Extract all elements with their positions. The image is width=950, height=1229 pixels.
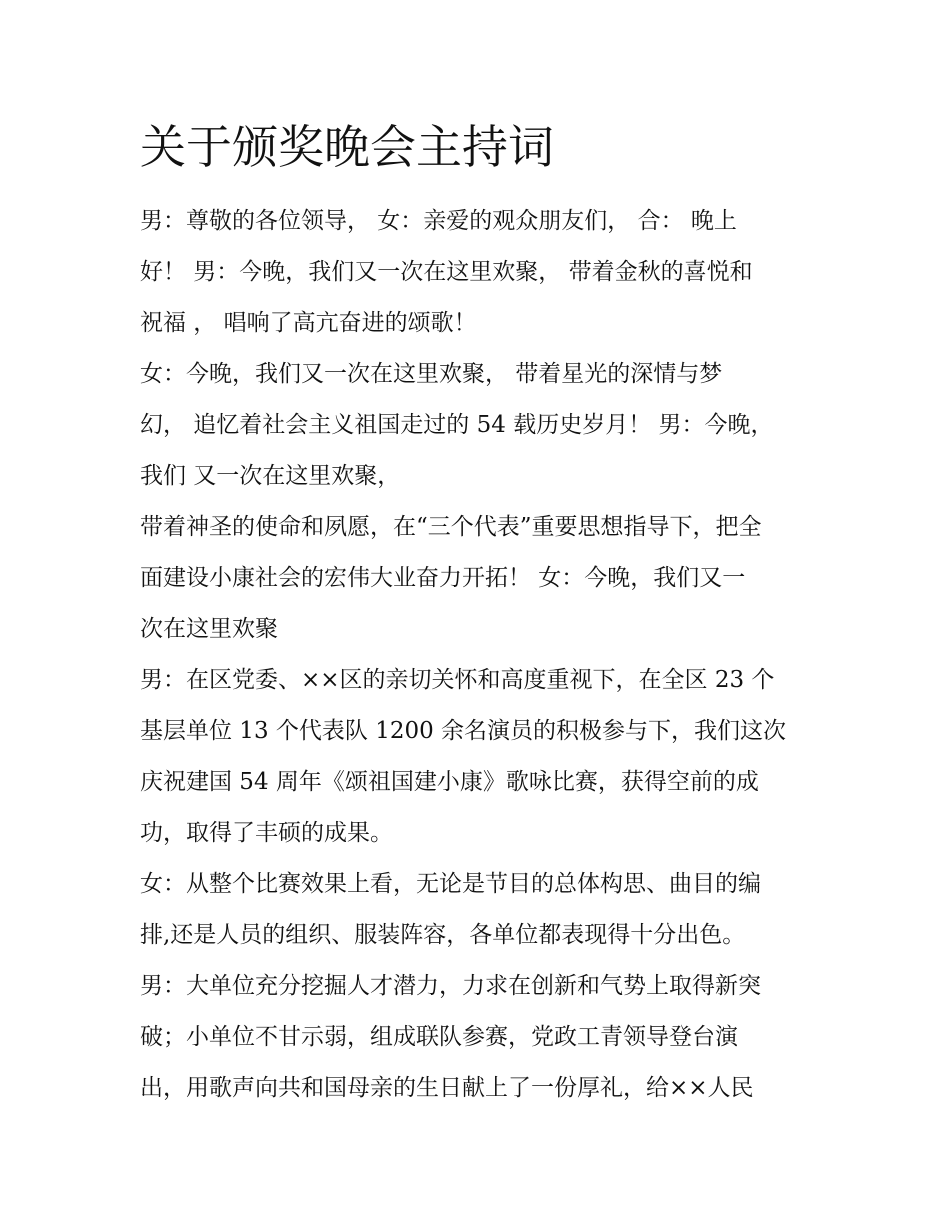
text-line: 破；小单位不甘示弱，组成联队参赛，党政工青领导登台演: [140, 1024, 738, 1050]
text-line: 男：大单位充分挖掘人才潜力，力求在创新和气势上取得新突: [140, 973, 761, 999]
text-line: 功，取得了丰硕的成果。: [140, 820, 393, 846]
text-line: 男：尊敬的各位领导， 女：亲爱的观众朋友们， 合： 晚上: [140, 208, 737, 234]
text-line: 基层单位 13 个代表队 1200 余名演员的积极参与下，我们这次: [140, 718, 787, 744]
text-line: 幻， 追忆着社会主义祖国走过的 54 载历史岁月！ 男：今晚，: [140, 412, 774, 438]
text-line: 女：今晚，我们又一次在这里欢聚， 带着星光的深情与梦: [140, 361, 723, 387]
text-line: 次在这里欢聚: [140, 616, 278, 642]
document-body: [140, 196, 820, 1114]
document-title: 关于颁奖晚会主持词: [140, 120, 554, 174]
text-line: 祝福 ， 唱响了高亢奋进的颂歌！: [140, 310, 477, 336]
text-line: 带着神圣的使命和夙愿，在“三个代表”重要思想指导下，把全: [140, 514, 762, 540]
text-line: 女：从整个比赛效果上看，无论是节目的总体构思、曲目的编: [140, 871, 761, 897]
text-line: 我们 又一次在这里欢聚，: [140, 463, 401, 489]
text-line: 庆祝建国 54 周年《颂祖国建小康》歌咏比赛，获得空前的成: [140, 769, 759, 795]
text-line: 出，用歌声向共和国母亲的生日献上了一份厚礼，给××人民: [140, 1075, 754, 1101]
text-line: 排,还是人员的组织、服装阵容，各单位都表现得十分出色。: [140, 922, 746, 948]
text-line: 男：在区党委、××区的亲切关怀和高度重视下，在全区 23 个: [140, 667, 775, 693]
text-line: 好！ 男：今晚，我们又一次在这里欢聚， 带着金秋的喜悦和: [140, 259, 753, 285]
text-line: 面建设小康社会的宏伟大业奋力开拓！ 女：今晚，我们又一: [140, 565, 746, 591]
